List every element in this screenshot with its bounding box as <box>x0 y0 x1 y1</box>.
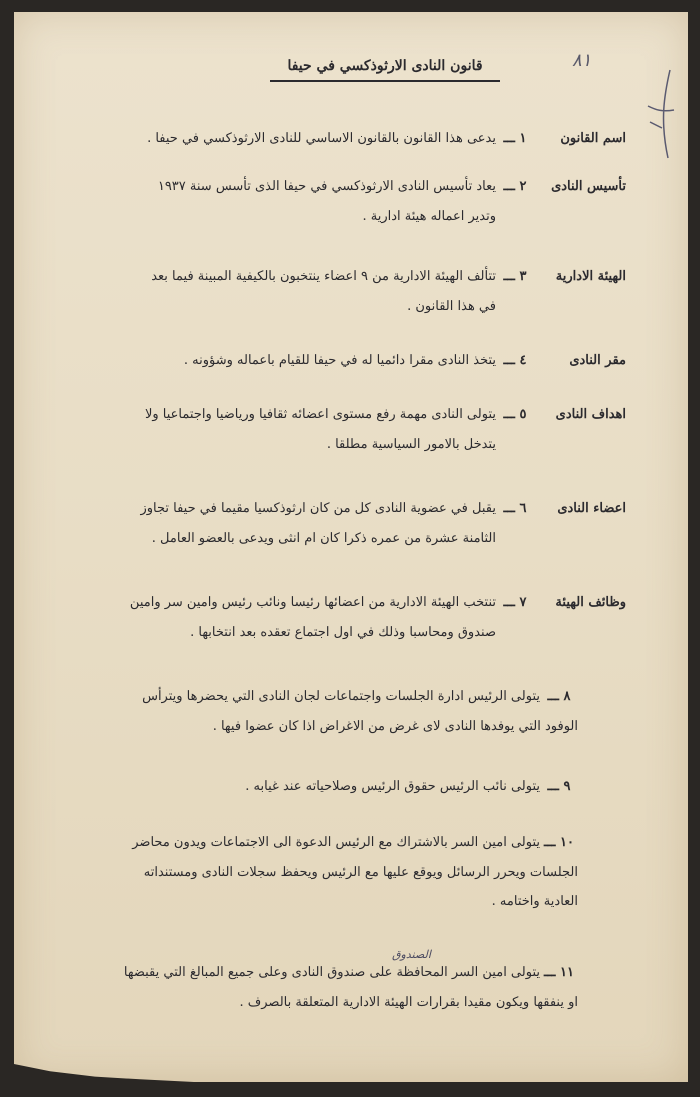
article-label: وظائف الهيئة <box>555 595 626 610</box>
article-number: ١٠ ـــ <box>544 835 574 850</box>
article-4 <box>66 352 626 370</box>
article-first-line <box>66 130 626 148</box>
article-continuation-line: الثامنة عشرة من عمره ذكرا كان ام انثى ويدعى بالعضو العامل . <box>151 530 496 546</box>
article-first-line <box>66 834 626 852</box>
article-continuation-line: العادية واختامه . <box>491 894 578 910</box>
article-text: يعاد تأسيس النادى الارثوذكسي في حيفا الذى تأسس سنة ١٩٣٧ <box>157 179 496 194</box>
article-label: اسم القانون <box>560 131 626 146</box>
document-page <box>14 12 688 1082</box>
article-first-line <box>66 500 626 518</box>
article-text: يتخذ النادى مقرا دائميا له في حيفا للقيام باعماله وشؤونه . <box>183 353 496 368</box>
article-first-line <box>66 594 626 612</box>
article-9 <box>66 778 626 796</box>
article-2 <box>66 178 626 225</box>
article-number: ٩ ـــ <box>547 779 571 794</box>
article-first-line <box>66 964 626 982</box>
article-number: ٢ ـــ <box>503 179 527 194</box>
article-continuation-line: او ينفقها ويكون مقيدا بقرارات الهيئة الادارية المتعلقة بالصرف . <box>239 994 578 1010</box>
article-number: ٥ ـــ <box>503 407 527 422</box>
article-label: الهيئة الادارية <box>555 269 626 284</box>
article-label: اعضاء النادى <box>557 501 626 516</box>
article-continuation-line: وتدير اعماله هيئة ادارية . <box>362 208 496 224</box>
article-label: تأسيس النادى <box>551 179 626 194</box>
document-title: قانون النادى الارثوذكسي في حيفا <box>270 58 500 82</box>
margin-signature-mark <box>640 66 680 166</box>
article-number: ٣ ـــ <box>503 269 527 284</box>
article-text: تتألف الهيئة الادارية من ٩ اعضاء ينتخبون بالكيفية المبينة فيما بعد <box>151 269 496 284</box>
article-number: ٦ ـــ <box>503 501 527 516</box>
article-11 <box>66 964 626 1011</box>
article-text: يقبل في عضوية النادى كل من كان ارثوذكسيا مقيما في حيفا تجاوز <box>140 501 496 516</box>
article-10 <box>66 834 626 911</box>
article-continuation-line: يتدخل بالامور السياسية مطلقا . <box>326 436 496 452</box>
article-first-line <box>66 778 626 796</box>
article-text: يدعى هذا القانون بالقانون الاساسي للنادى الارثوذكسي في حيفا . <box>147 131 496 146</box>
article-text: يتولى امين السر بالاشتراك مع الرئيس الدعوة الى الاجتماعات ويدون محاضر <box>132 835 540 850</box>
article-label: اهداف النادى <box>555 407 626 422</box>
article-label: مقر النادى <box>569 353 626 368</box>
article-5 <box>66 406 626 453</box>
article-text: يتولى امين السر المحافظة على صندوق النادى وعلى جميع المبالغ التي يقبضها <box>123 965 540 980</box>
article-number: ٧ ـــ <box>503 595 527 610</box>
article-7 <box>66 594 626 641</box>
article-1 <box>66 130 626 148</box>
article-number: ٤ ـــ <box>503 353 527 368</box>
article-continuation-line: الجلسات ويحرر الرسائل ويوقع عليها مع الرئيس ويحفظ سجلات النادى ومستنداته <box>143 864 578 880</box>
handwritten-correction: الصندوق <box>392 948 431 961</box>
article-text: يتولى النادى مهمة رفع مستوى اعضائه ثقافيا ورياضيا واجتماعيا ولا <box>144 407 496 422</box>
page-number: ٨١ <box>572 50 592 71</box>
article-number: ٨ ـــ <box>547 689 571 704</box>
article-text: يتولى الرئيس ادارة الجلسات واجتماعات لجان النادى التي يحضرها ويترأس <box>142 689 540 704</box>
article-text: يتولى نائب الرئيس حقوق الرئيس وصلاحياته عند غيابه . <box>245 779 540 794</box>
article-first-line <box>66 406 626 424</box>
article-continuation-line: في هذا القانون . <box>407 298 496 314</box>
torn-corner <box>14 1064 194 1082</box>
article-continuation-line: صندوق ومحاسبا وذلك في اول اجتماع تعقده بعد انتخابها . <box>190 624 496 640</box>
article-text: تنتخب الهيئة الادارية من اعضائها رئيسا ونائب رئيس وامين سر وامين <box>129 595 496 610</box>
article-number: ١ ـــ <box>503 131 527 146</box>
article-number: ١١ ـــ <box>544 965 574 980</box>
article-first-line <box>66 178 626 196</box>
article-8 <box>66 688 626 735</box>
article-6 <box>66 500 626 547</box>
article-first-line <box>66 352 626 370</box>
article-continuation-line: الوفود التي يوفدها النادى لاى غرض من الاغراض اذا كان عضوا فيها . <box>212 718 578 734</box>
article-first-line <box>66 688 626 706</box>
article-3 <box>66 268 626 315</box>
article-first-line <box>66 268 626 286</box>
